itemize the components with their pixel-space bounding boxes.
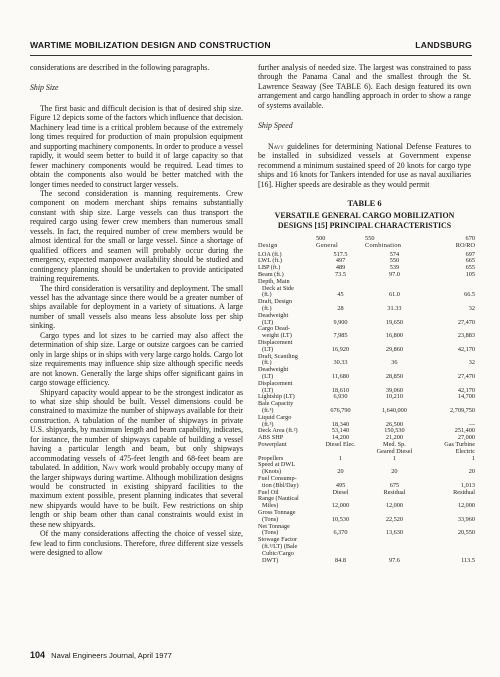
right-column (258, 63, 475, 564)
table-cell: 18,610 (331, 386, 350, 394)
row-label: tion (Bbl/Day) (262, 481, 299, 489)
table-cell: 97.6 (388, 556, 400, 564)
left-column (30, 63, 243, 558)
table-cell: 495 (335, 481, 346, 489)
table-cell: 14,200 (331, 434, 350, 442)
journal-citation: Naval Engineers Journal, April 1977 (51, 651, 172, 660)
table-row (258, 449, 477, 456)
header-roro-name: RO/RO (455, 242, 475, 250)
paragraph: Navy guidelines for determining National Defense Features to be installed in subsidized vessels at Government expense recommend a minimum sustained speed of 20 knots for cargo type ships and 16 knots for Tankers intended for use as naval auxiliaries [16]. Higher speeds are desirable as they would permit (258, 141, 471, 189)
row-label: Cargo Dead- (258, 325, 290, 333)
table-row (258, 524, 477, 531)
paragraph: Of the many considerations affecting the choice of vessel size, few lead to firm conclusions. Therefore, three different size vessels were designed to allow (30, 529, 243, 558)
table-cell: — (468, 420, 475, 428)
row-label: LWL (ft.) (258, 257, 282, 265)
row-label: Draft, Design (258, 298, 293, 306)
row-label: Draft, Scantling (258, 352, 298, 360)
table-cell: 20 (391, 468, 398, 476)
table-row (258, 252, 477, 259)
table-cell: 574 (389, 250, 400, 258)
table-row (258, 340, 477, 347)
table-cell (365, 544, 424, 551)
row-label: (Knots) (262, 468, 282, 476)
table-cell: 676,790 (330, 406, 351, 414)
table-cell: 42,170 (457, 345, 475, 353)
row-label: Displacement (258, 339, 293, 347)
table-title: TABLE 6 (347, 198, 382, 208)
table-cell: 61.0 (388, 291, 400, 299)
table-cell: 12,000 (457, 502, 475, 510)
section-heading: Ship Speed (258, 121, 293, 131)
table-cell: Gas Turbine (444, 440, 475, 448)
table-cell: 21,200 (385, 434, 404, 442)
header-combination-number: 550 (365, 235, 375, 243)
table-cell: 697 (465, 250, 475, 258)
table-cell: 20 (337, 468, 344, 476)
table-cell: 9,900 (333, 318, 348, 326)
table-cell: 12,000 (331, 502, 350, 510)
row-label: (ft.³/LT) (Bale (262, 542, 298, 550)
table-row (258, 496, 477, 503)
row-label: Powerplant (258, 440, 287, 448)
right-column-text (258, 63, 471, 189)
row-label: Bale Capacity (258, 400, 294, 408)
table-cell: Residual (453, 488, 475, 496)
row-label: DWT) (262, 556, 279, 564)
row-label: LOA (ft.) (258, 250, 282, 258)
table-row (258, 401, 477, 408)
table-cell: Residual (383, 488, 406, 496)
row-label: Cubic/Cargo (262, 549, 294, 557)
table-cell: 39,060 (385, 386, 404, 394)
row-label: (ft.) (262, 291, 272, 299)
characteristics-table (258, 235, 477, 564)
table-row (258, 265, 477, 272)
table-cell: 10,530 (331, 515, 350, 523)
table-cell: 31.33 (387, 305, 402, 313)
table-cell: 32 (468, 359, 475, 367)
table-cell: 6,370 (333, 529, 348, 537)
table-cell: 517.5 (333, 250, 348, 258)
table-row (258, 313, 477, 320)
table-cell (424, 279, 477, 286)
row-label: (Tons) (262, 515, 279, 523)
table-cell: 1 (392, 454, 396, 462)
table-row (258, 483, 477, 490)
table-cell: 1 (338, 454, 343, 462)
row-label: (Tons) (262, 529, 279, 537)
row-label: Fuel Consump- (258, 474, 297, 482)
row-label: Deck Area (ft.²) (258, 427, 298, 435)
row-label: Stowage Factor (258, 536, 298, 544)
table-cell (424, 537, 477, 544)
row-label: (ft.) (262, 359, 272, 367)
table-header-general (316, 235, 365, 251)
table-row (258, 462, 477, 469)
row-label: (ft.) (262, 305, 272, 313)
header-combination-name: Combination (365, 242, 402, 250)
table-row (258, 299, 477, 306)
table-cell: 10,210 (385, 393, 404, 401)
row-label: (ft.³) (262, 420, 274, 428)
paragraph: further analysis of needed size. The largest was constrained to pass through the Panama Canal and the smallest through the St. Lawrence Seaway (See TABLE 6). Each design featured its own arrangement and cargo handling approach in order to show a range of systems available. (258, 63, 471, 110)
table-cell: 32 (468, 305, 475, 313)
table-cell: 675 (389, 481, 400, 489)
table-cell: 1 (471, 454, 475, 462)
table-row (258, 286, 477, 293)
table-row (258, 415, 477, 422)
table-row (258, 360, 477, 367)
header-design-label: Design (258, 242, 278, 250)
table-cell: Electric (455, 447, 475, 455)
table-cell (316, 279, 365, 286)
header-general-name: General (316, 242, 339, 250)
row-label: Range (Nautical (258, 495, 299, 503)
table-cell: 497 (335, 257, 346, 265)
table-row (258, 510, 477, 517)
running-title: WARTIME MOBILIZATION DESIGN AND CONSTRUCTION (30, 40, 271, 50)
table-cell: Geared Diesel (376, 447, 413, 455)
row-label: Gross Tonnage (258, 508, 296, 516)
table-cell: Med. Sp. (383, 440, 406, 448)
table-row (258, 517, 477, 524)
row-label: Depth, Main (258, 277, 290, 285)
table-cell: 1,013 (460, 481, 475, 489)
row-label: Propellers (258, 454, 284, 462)
header-general-number: 500 (316, 235, 326, 243)
table-cell (316, 537, 365, 544)
row-label: Deadweight (258, 366, 289, 374)
table-cell: 13,630 (385, 529, 404, 537)
table-cell: 97.0 (388, 271, 400, 279)
table-subtitle-line1: VERSATILE GENERAL CARGO MOBILIZATION (274, 211, 455, 221)
table-cell: 28 (337, 305, 344, 313)
table-cell: 45 (337, 291, 344, 299)
table-cell: 539 (389, 264, 400, 272)
row-label: (LT) (262, 318, 274, 326)
table-cell: 19,650 (385, 318, 404, 326)
table-cell: 12,000 (385, 502, 404, 510)
table-cell: 22,520 (385, 515, 404, 523)
row-label: Fuel Oil (258, 488, 279, 496)
row-label: Deadweight (258, 311, 289, 319)
table-row (258, 551, 477, 558)
table-cell: 73.5 (335, 271, 346, 279)
table-row (258, 354, 477, 361)
header-roro-number: 670 (465, 235, 475, 243)
table-cell: 84.8 (335, 556, 346, 564)
table-cell: 28,850 (385, 373, 404, 380)
paragraph: considerations are described in the following paragraphs. (30, 63, 210, 72)
table-cell: 27,000 (457, 434, 475, 442)
table-cell: 489 (335, 264, 346, 272)
table-cell: Diesel (332, 488, 349, 496)
paragraph: The third consideration is versatility and deployment. The small vessel has the advantage since there would be a greater number of ships available for deployment in a variety of situations. A large number of small vessels also means less absolute loss per ship sinking. (30, 283, 243, 331)
row-label: Lightship (LT) (258, 393, 295, 401)
table-cell: 113.5 (461, 556, 475, 564)
table-cell (424, 544, 477, 551)
table-cell: 7,985 (333, 332, 348, 340)
table-row (258, 558, 477, 565)
table-cell: 655 (465, 264, 475, 272)
table-header-roro (424, 235, 477, 251)
row-label: weight (LT) (262, 332, 292, 340)
table-cell: 18,340 (331, 420, 350, 428)
table-header-design (258, 235, 316, 251)
paragraph: Shipyard capacity would appear to be the strongest indicator as to what size ship should be built. Vessel dimensions could be constrained to maximize the number of shipways available for their construction. A tabulation of the number of shipways in private U.S. shipyards, by maximum length and beam capability, indicates, for instance, the number of shipways capable of building a vessel having a particular length and beam, but only shipways accommodating vessels of 475-feet length and 68-feet beam are tabulated. In addition, Navy work would probably occupy many of the larger shipways during wartime. Although mobilization designs would be constructed in existing shipyard facilities to the maximum extent possible, present planning indicates that several new shipyards would have to be built. Few restrictions on ship length or ship beam other than canal constraints would exist in these new shipyards. (30, 387, 243, 529)
table-cell: 20 (468, 468, 475, 476)
paragraph: The first basic and difficult decision is that of desired ship size. Figure 12 depicts some of the factors which influence that decision. Machinery lead time is a critical problem because of the extremely long times required for production of main propulsion equipment and supporting machinery components. In order to produce a vessel rapidly, it would seem better to build it of large capacity so that fewer machinery components would be required. Lead times to obtain the components also would be better matched with the longer times needed to construct larger vessels. (30, 103, 243, 189)
table-cell: 6,930 (333, 393, 348, 401)
table-row (258, 306, 477, 313)
table-row (258, 367, 477, 374)
table-header-combination (365, 235, 424, 251)
paragraph: The second consideration is manning requirements. Crew component on modern merchant ships remains substantially constant with ship size. Large vessels can thus transport the required cargo using fewer crew members than numerous small vessels. In fact, the required number of crew members would be almost identical for the small or large vessel. Since a shortage of qualified officers and seamen will probably occur during the emergency, expected manpower availability should be studied and contingency planning should be undertaken to provide anticipated training requirements. (30, 188, 243, 284)
row-label: Speed at DWL (258, 461, 296, 469)
table-row (258, 272, 477, 279)
table-cell: 20,550 (457, 529, 475, 537)
row-label: (LT) (262, 345, 274, 353)
table-cell: 2,709,750 (450, 406, 475, 414)
paragraph: Cargo types and lot sizes to be carried may also affect the determination of ship size. Large or outsize cargoes can be carried only in large ships or in ships with very large cargo holds. Cargo lot size requirements may influence ship size although specific needs are not known. Generally the large ships offer significant gains in cargo stowage efficiency. (30, 330, 243, 388)
row-label: (LT) (262, 386, 274, 394)
table-cell: 150,530 (384, 427, 405, 435)
running-author: LANDSBURG (415, 40, 472, 50)
table-cell (365, 537, 424, 544)
table-row (258, 320, 477, 327)
table-cell: 53,140 (331, 427, 350, 435)
table-cell: Diesel Elec. (325, 440, 356, 448)
header-rule (30, 55, 472, 56)
table-cell: 33,960 (457, 515, 475, 523)
table-cell: 26,500 (385, 420, 404, 428)
table-cell: 105 (465, 271, 475, 279)
table-cell: 66.5 (464, 291, 475, 299)
table-cell: 29,860 (385, 345, 404, 353)
table-cell (316, 544, 365, 551)
section-heading: Ship Size (30, 83, 59, 93)
page-number: 104 (30, 650, 46, 660)
table-cell: 16,800 (385, 332, 404, 340)
table-subtitle-line2: DESIGNS [15] PRINCIPAL CHARACTERISTICS (277, 220, 452, 230)
table-cell: 30.33 (333, 359, 348, 367)
table-subtitle (258, 211, 471, 230)
table-cell: 14,700 (457, 393, 475, 401)
table-row (258, 442, 477, 449)
row-label: Deck at Side (262, 284, 294, 292)
page-footer (30, 650, 172, 660)
row-label: Liquid Cargo (258, 413, 292, 421)
row-label: (LT) (262, 373, 274, 380)
running-header (30, 38, 472, 54)
row-label: (ft.³) (262, 406, 274, 414)
table-cell: 251,400 (454, 427, 475, 435)
table-row (258, 258, 477, 265)
table-row (258, 381, 477, 388)
row-label: LBP (ft.) (258, 264, 281, 272)
table-cell (365, 279, 424, 286)
table-cell: 27,470 (457, 318, 475, 326)
row-label: Net Tonnage (258, 522, 290, 530)
table-cell: 16,920 (331, 345, 350, 353)
table-cell: 550 (389, 257, 400, 265)
row-label: Miles) (262, 502, 279, 510)
table-cell: 665 (465, 257, 475, 265)
table-body (258, 252, 477, 565)
row-label: Beam (ft.) (258, 271, 284, 279)
table-cell: 36 (391, 359, 398, 367)
table-cell: 1,640,000 (381, 406, 407, 414)
table-row (258, 428, 477, 435)
row-label: Displacement (258, 379, 293, 387)
table-cell: 42,170 (457, 386, 475, 394)
table-cell: 27,470 (457, 373, 475, 380)
row-label: ABS SHP (258, 434, 284, 442)
table-cell: 11,680 (332, 373, 349, 380)
table-cell: 23,883 (457, 332, 475, 340)
